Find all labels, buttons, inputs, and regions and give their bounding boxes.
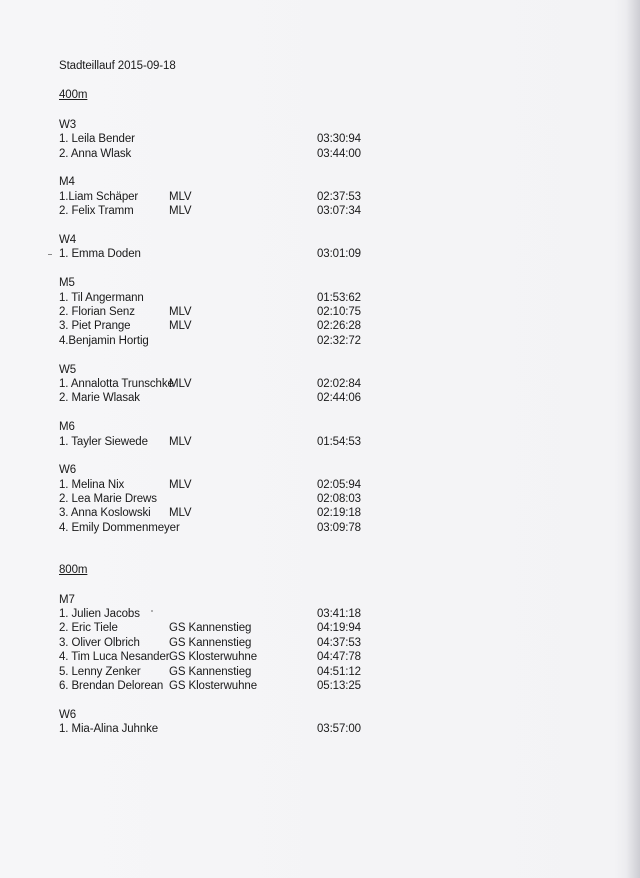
result-row <box>59 607 379 621</box>
athlete-name: 1. Annalotta Trunschke <box>59 377 174 390</box>
age-group-label: W4 <box>59 233 77 246</box>
age-group-label: M4 <box>59 176 75 189</box>
paper-edge-shadow <box>626 0 640 878</box>
result-time: 05:13:25 <box>317 680 361 693</box>
result-row <box>59 291 379 305</box>
age-group-label: W3 <box>59 118 77 131</box>
document-title: Stadteillauf 2015-09-18 <box>59 60 176 72</box>
result-time: 02:37:53 <box>317 190 361 203</box>
athlete-name: 2. Eric Tiele <box>59 622 118 635</box>
result-time: 02:44:06 <box>317 392 361 405</box>
result-row <box>59 521 379 535</box>
result-row <box>59 636 379 650</box>
athlete-club: MLV <box>169 435 192 448</box>
result-row <box>59 204 379 218</box>
result-time: 02:32:72 <box>317 334 361 347</box>
age-group <box>59 276 379 348</box>
result-time: 03:01:09 <box>317 248 361 261</box>
athlete-name: 3. Piet Prange <box>59 320 131 333</box>
athlete-club: GS Klosterwuhne <box>169 680 257 693</box>
athlete-name: 1. Mia-Alina Juhnke <box>59 723 159 736</box>
result-time: 02:26:28 <box>317 320 361 333</box>
result-row <box>59 391 379 405</box>
result-row <box>59 492 379 506</box>
result-row <box>59 506 379 520</box>
results-content <box>59 59 379 765</box>
result-row <box>59 621 379 635</box>
result-row <box>59 132 379 146</box>
athlete-name: 2. Anna Wlask <box>59 147 132 160</box>
athlete-club: MLV <box>169 305 192 318</box>
result-time: 04:19:94 <box>317 622 361 635</box>
athlete-club: MLV <box>169 507 192 520</box>
result-time: 03:07:34 <box>317 205 361 218</box>
athlete-name: 6. Brendan Delorean <box>59 680 164 693</box>
result-row <box>59 147 379 161</box>
athlete-name: 1. Emma Doden <box>59 248 141 261</box>
athlete-name: 3. Anna Koslowski <box>59 507 151 520</box>
athlete-name: 1.Liam Schäper <box>59 190 139 203</box>
events-container <box>59 88 379 736</box>
athlete-name: 1. Til Angermann <box>59 291 144 304</box>
result-row <box>59 435 379 449</box>
result-row <box>59 478 379 492</box>
result-time: 02:19:18 <box>317 507 361 520</box>
result-time: 03:44:00 <box>317 147 361 160</box>
age-group-label: W6 <box>59 464 77 477</box>
result-row <box>59 305 379 319</box>
athlete-club: GS Klosterwuhne <box>169 651 257 664</box>
athlete-name: 3. Oliver Olbrich <box>59 636 140 649</box>
result-time: 04:37:53 <box>317 636 361 649</box>
result-row <box>59 722 379 736</box>
athlete-name: 5. Lenny Zenker <box>59 665 141 678</box>
athlete-name: 2. Felix Tramm <box>59 205 134 218</box>
age-group-label: M7 <box>59 593 75 606</box>
athlete-club: GS Kannenstieg <box>169 665 252 678</box>
distance-heading: 800m <box>59 564 88 577</box>
athlete-name: 4.Benjamin Hortig <box>59 334 149 347</box>
result-time: 02:02:84 <box>317 377 361 390</box>
athlete-club: MLV <box>169 320 192 333</box>
athlete-name: 1. Tayler Siewede <box>59 435 148 448</box>
result-row <box>59 650 379 664</box>
result-time: 03:57:00 <box>317 723 361 736</box>
athlete-name: 2. Lea Marie Drews <box>59 493 157 506</box>
athlete-club: MLV <box>169 377 192 390</box>
result-time: 04:51:12 <box>317 665 361 678</box>
age-group-label: W6 <box>59 708 77 721</box>
distance-heading: 400m <box>59 89 88 102</box>
event-section <box>59 563 379 736</box>
athlete-club: MLV <box>169 190 192 203</box>
athlete-club: GS Kannenstieg <box>169 622 252 635</box>
age-group-label: W5 <box>59 363 77 376</box>
result-row <box>59 679 379 693</box>
result-row <box>59 190 379 204</box>
result-row <box>59 665 379 679</box>
athlete-name: 1. Leila Bender <box>59 133 135 146</box>
age-group <box>59 233 379 262</box>
result-time: 02:08:03 <box>317 493 361 506</box>
age-group <box>59 118 379 161</box>
athlete-club: GS Kannenstieg <box>169 636 252 649</box>
age-group <box>59 175 379 218</box>
result-time: 04:47:78 <box>317 651 361 664</box>
athlete-name: 2. Marie Wlasak <box>59 392 140 405</box>
athlete-name: 2. Florian Senz <box>59 305 135 318</box>
scan-mark <box>48 254 52 255</box>
age-group <box>59 420 379 449</box>
athlete-club: MLV <box>169 478 192 491</box>
event-section <box>59 88 379 535</box>
result-time: 03:30:94 <box>317 133 361 146</box>
result-time: 01:53:62 <box>317 291 361 304</box>
result-time: 01:54:53 <box>317 435 361 448</box>
age-group <box>59 708 379 737</box>
age-group-label: M5 <box>59 277 75 290</box>
age-group-label: M6 <box>59 421 75 434</box>
result-time: 02:05:94 <box>317 478 361 491</box>
athlete-club: MLV <box>169 205 192 218</box>
age-group <box>59 593 379 694</box>
result-row <box>59 377 379 391</box>
result-time: 03:09:78 <box>317 521 361 534</box>
age-group <box>59 463 379 535</box>
result-row <box>59 334 379 348</box>
athlete-name: 1. Melina Nix <box>59 478 125 491</box>
athlete-name: 1. Julien Jacobs <box>59 608 140 621</box>
result-row <box>59 247 379 261</box>
result-time: 03:41:18 <box>317 608 361 621</box>
age-group <box>59 363 379 406</box>
athlete-name: 4. Tim Luca Nesander <box>59 651 170 664</box>
result-row <box>59 319 379 333</box>
athlete-name: 4. Emily Dommenmeyer <box>59 521 180 534</box>
result-time: 02:10:75 <box>317 305 361 318</box>
